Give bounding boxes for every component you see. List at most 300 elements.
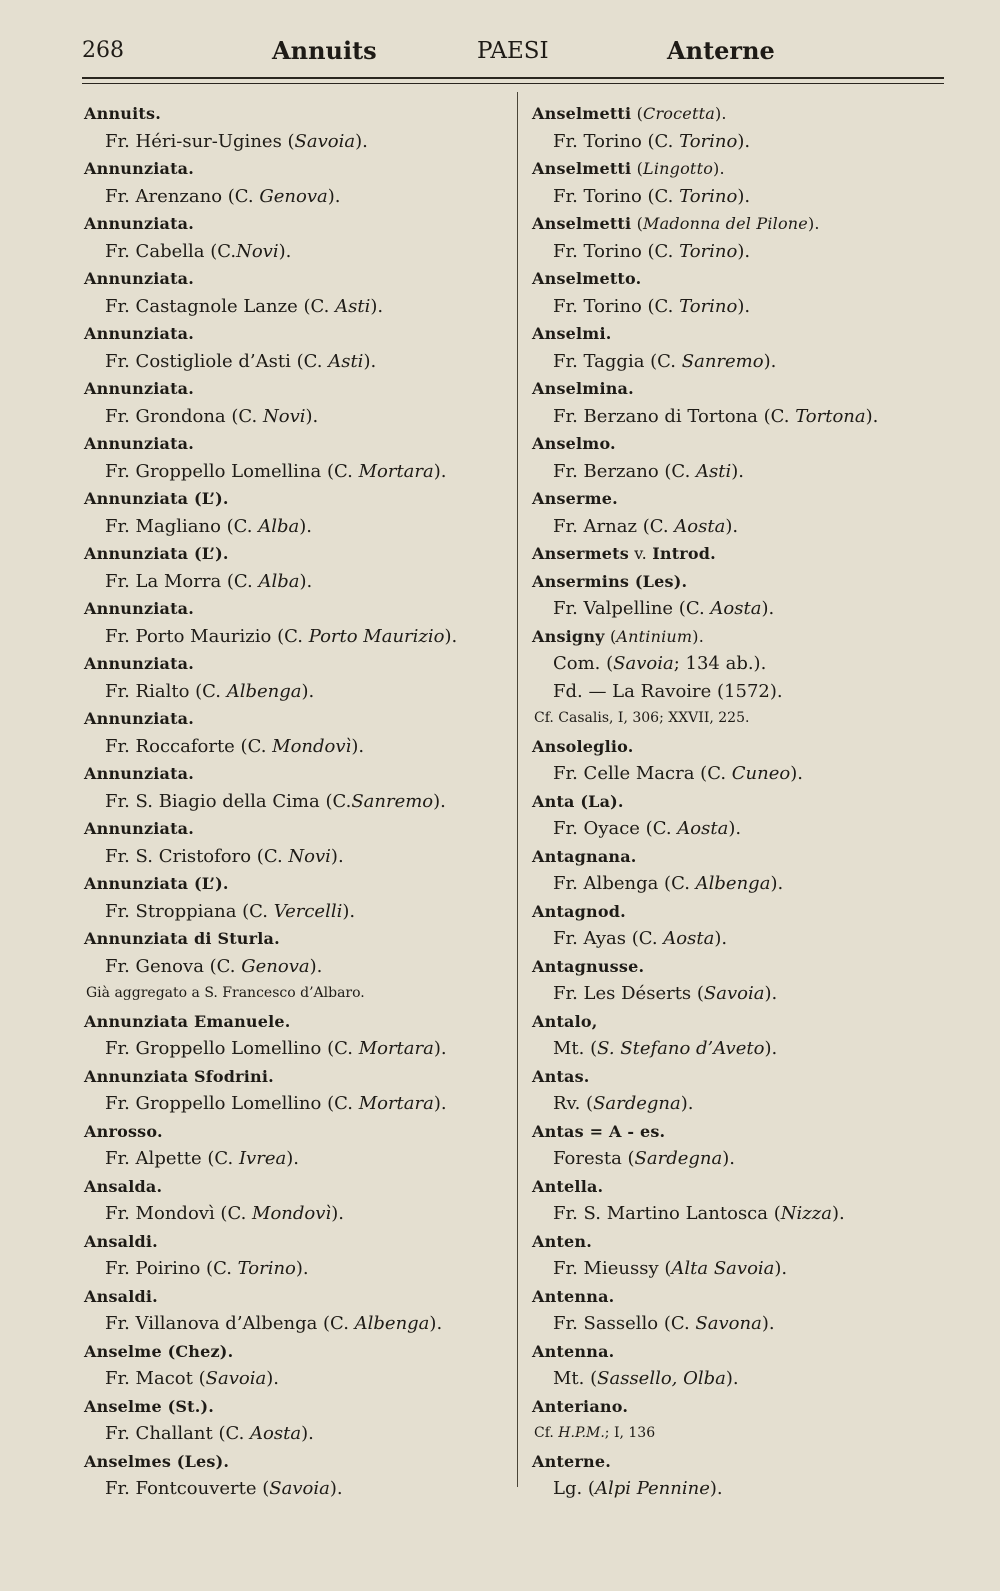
header-rule-thin: [82, 83, 944, 84]
entry-name: [84, 595, 514, 623]
entry-name-text: Annunziata.: [84, 434, 195, 453]
entry-name: [84, 705, 514, 733]
entry-detail: [84, 788, 514, 816]
detail-text: Fr. Rialto (C.: [105, 680, 227, 702]
detail-close: ).: [278, 240, 292, 262]
detail-text: Fr. Groppello Lomellina (C.: [105, 460, 359, 482]
detail-place: Novi: [262, 405, 306, 427]
detail-close: ).: [728, 818, 742, 839]
entry-name-text: Antella.: [532, 1176, 604, 1196]
entry-name-text: Annunziata.: [84, 379, 195, 398]
detail-place: Savona: [695, 1313, 762, 1334]
entry-name-text: Annunziata.: [84, 819, 195, 838]
entry-name-text: Ansermets: [532, 544, 629, 563]
entry-name-text: Ansermins (Les).: [532, 571, 688, 591]
entry-name: [84, 1448, 514, 1476]
entry-name-text: Anselmetto.: [532, 269, 642, 288]
detail-place: Porto Maurizio: [308, 625, 445, 647]
entry-name-text: Anselme (Chez).: [84, 1341, 234, 1361]
entry-detail: [532, 760, 944, 788]
entry-name-text: Annunziata (L’).: [84, 489, 229, 508]
entry-note: Cf. Casalis, I, 306; XXVII, 225.: [534, 710, 750, 726]
detail-close: ).: [737, 240, 751, 262]
detail-place: Alpi Pennine: [594, 1478, 710, 1499]
entry-name-text: Annunziata.: [84, 159, 195, 178]
detail-text: Fr. Magliano (C.: [105, 515, 259, 537]
entry-name-text: Ansaldi.: [84, 1231, 158, 1251]
entry-name: [84, 210, 514, 238]
entry-name: [532, 788, 944, 816]
entry-detail: [84, 1420, 514, 1448]
detail-text: Lg. (: [553, 1478, 595, 1499]
entry-name-text: Anta (La).: [532, 791, 624, 811]
detail-place: Alba: [258, 570, 300, 592]
entry-detail: [84, 1255, 514, 1283]
entry-name-text: Antas = A - es.: [532, 1121, 666, 1141]
entry-name: [84, 925, 514, 953]
detail-text: Fr. Roccaforte (C.: [105, 735, 273, 757]
detail-close: ; 134 ab.).: [673, 653, 767, 674]
entry-name-text: Annunziata Sfodrini.: [84, 1066, 274, 1086]
entry-name: [84, 1338, 514, 1366]
detail-text: Mt. (: [553, 1368, 598, 1389]
entry: [84, 1393, 514, 1448]
detail-text: Fr. Arnaz (C.: [553, 515, 675, 537]
entry: [532, 1008, 944, 1063]
entry: [532, 100, 944, 155]
note-source: H.P.M.: [558, 1425, 605, 1441]
detail-place: Alba: [258, 515, 300, 537]
entry: [84, 1118, 514, 1173]
detail-close: ).: [329, 1478, 343, 1499]
detail-close: ).: [327, 185, 341, 207]
detail-text: Fr. Les Déserts (: [553, 983, 704, 1004]
entry: [84, 1338, 514, 1393]
entry-detail: [532, 925, 944, 953]
entry-detail: [84, 843, 514, 871]
entry: [532, 1173, 944, 1228]
entry-name: [532, 1173, 944, 1201]
detail-place: Sardegna: [593, 1093, 681, 1114]
entry-name: [84, 100, 514, 128]
entry-name: [84, 1228, 514, 1256]
entry-name: [84, 760, 514, 788]
entry-name-text: Annunziata.: [84, 709, 195, 728]
entry-name-text: Annunziata.: [84, 599, 195, 618]
entry: [84, 815, 514, 870]
paren-close: ).: [714, 104, 727, 123]
entry-name: [532, 1063, 944, 1091]
detail-place: Cuneo: [731, 763, 791, 784]
detail-close: ).: [725, 1368, 739, 1389]
entry: [84, 155, 514, 210]
detail-text: Fr. Fontcouverte (: [105, 1478, 270, 1499]
entry: [84, 540, 514, 595]
entry: [532, 788, 944, 843]
detail-text: Fr. Macot (: [105, 1368, 206, 1389]
entry-detail: [84, 1200, 514, 1228]
entry-name: [532, 265, 944, 293]
entry-name: [84, 265, 514, 293]
entry-name-text: Antas.: [532, 1066, 590, 1086]
entry: [84, 705, 514, 760]
entry-name: [532, 843, 944, 871]
running-head-last: Anterne: [667, 36, 775, 65]
entry-detail: [532, 458, 944, 486]
entry-name-text: Annunziata.: [84, 214, 195, 233]
entry-detail: [532, 815, 944, 843]
detail-close: ).: [763, 350, 777, 372]
entry: [84, 760, 514, 815]
detail-text: Foresta (: [553, 1148, 635, 1169]
entry-name: [84, 1118, 514, 1146]
running-head-first: Annuits: [272, 36, 377, 65]
entry-name-text: Annunziata (L’).: [84, 874, 229, 893]
detail-close: ).: [770, 873, 784, 894]
entry-name-text: Anteriano.: [532, 1396, 629, 1416]
detail-text: Fr. Torino (C.: [553, 295, 680, 317]
entry-name: [532, 1008, 944, 1036]
paren-close: ).: [713, 159, 725, 178]
entry-name: [84, 540, 514, 568]
entry-name: [532, 1283, 944, 1311]
detail-close: ).: [331, 1203, 344, 1224]
entry: [532, 1448, 944, 1503]
entry-name: [84, 485, 514, 513]
detail-close: ).: [309, 955, 323, 977]
entry-name-text: Annunziata di Sturla.: [84, 929, 280, 948]
detail-text: Fr. Grondona (C.: [105, 405, 263, 427]
entry-detail: [84, 1145, 514, 1173]
entry-name: [84, 870, 514, 898]
detail-text: Rv. (: [553, 1093, 594, 1114]
detail-text: Fr. Torino (C.: [553, 185, 680, 207]
detail-close: ).: [709, 1478, 723, 1499]
entry: [84, 1063, 514, 1118]
detail-place: Sanremo: [351, 790, 434, 812]
detail-place: Savoia: [294, 130, 356, 152]
detail-place: Torino: [679, 295, 738, 317]
entry-name-text: Antagnana.: [532, 846, 637, 866]
detail-close: ).: [355, 130, 368, 152]
entry-name: [532, 1393, 944, 1421]
running-head-section: PAESI: [477, 38, 549, 64]
entry-detail: [84, 1090, 514, 1118]
detail-close: ).: [790, 763, 803, 784]
entry-name: [84, 1283, 514, 1311]
entry-name: [84, 1393, 514, 1421]
detail-close: ).: [761, 1313, 775, 1334]
entry-name: [84, 375, 514, 403]
entry-name: [532, 540, 944, 568]
entry-note: Già aggregato a S. Francesco d’Albaro.: [86, 985, 365, 1001]
entry-name-text: Anselmetti: [532, 104, 632, 123]
entry-detail: [84, 238, 514, 266]
paren-close: ).: [807, 214, 820, 233]
detail-place: Savoia: [703, 983, 765, 1004]
detail-text: Fr. Mondovì (C.: [105, 1203, 253, 1224]
right-column: [532, 100, 944, 1503]
entry-name-text: Anselme (St.).: [84, 1396, 215, 1416]
detail-close: ).: [330, 845, 344, 867]
entry-name-text: Antalo,: [532, 1011, 598, 1031]
detail-text: Fr. Berzano (C.: [553, 460, 697, 482]
entry: [84, 265, 514, 320]
entry-detail: [84, 513, 514, 541]
entry: [532, 155, 944, 210]
entry-name-qualifier: Lingotto: [643, 159, 714, 178]
entry-name-text: Annunziata.: [84, 269, 195, 288]
detail-text: Fr. Celle Macra (C.: [553, 763, 732, 784]
entry-detail: [532, 980, 944, 1008]
detail-place: Novi: [288, 845, 331, 867]
entry-name: [532, 898, 944, 926]
entry-name-text: Antagnod.: [532, 901, 626, 921]
detail-place: Aosta: [674, 515, 726, 537]
entry: [532, 733, 944, 788]
detail-place: S. Stefano d’Aveto: [597, 1038, 765, 1059]
entry-detail: [532, 1310, 944, 1338]
page-number: 268: [82, 38, 124, 63]
entry-name: [532, 100, 944, 128]
page-header: [82, 32, 944, 72]
entry-note: [532, 1420, 944, 1448]
column-divider: [517, 92, 518, 1487]
detail-close: ).: [764, 1038, 778, 1059]
detail-close: ).: [737, 130, 751, 152]
detail-close: ).: [714, 928, 728, 949]
paren-open: (: [631, 214, 644, 233]
entry-name: [84, 155, 514, 183]
entry: [84, 1173, 514, 1228]
entry: [84, 870, 514, 925]
detail-close: ).: [761, 598, 775, 619]
note-text: Cf.: [534, 1425, 559, 1441]
paren-open: (: [631, 159, 644, 178]
entry-detail: [84, 1365, 514, 1393]
detail-place: Torino: [237, 1258, 296, 1279]
note-ref: ; I, 136: [604, 1425, 656, 1441]
entry: [532, 1228, 944, 1283]
entry-name: [532, 1448, 944, 1476]
detail-close: ).: [433, 1038, 447, 1059]
entry: [532, 843, 944, 898]
entry: [84, 595, 514, 650]
entry-name: [84, 815, 514, 843]
entry-detail: [532, 870, 944, 898]
entry-detail: [532, 595, 944, 623]
paren-open: (: [631, 104, 644, 123]
detail-text: Fr. Valpelline (C.: [553, 598, 711, 619]
entry: [532, 430, 944, 485]
entry: [532, 1393, 944, 1448]
detail-text: Fr. S. Martino Lantosca (: [553, 1203, 781, 1224]
entry-name-text: Antenna.: [532, 1286, 615, 1306]
entry: [532, 540, 944, 568]
entry-name: [532, 320, 944, 348]
entry-name: [532, 733, 944, 761]
detail-close: ).: [370, 295, 384, 317]
entry: [532, 898, 944, 953]
entry-name-text: Annunziata (L’).: [84, 544, 229, 563]
detail-close: ).: [433, 790, 446, 812]
entry-name: [532, 568, 944, 596]
entry-name: [532, 953, 944, 981]
entry-detail: [532, 183, 944, 211]
cross-ref-prefix: v.: [628, 544, 653, 563]
entry-detail: [84, 623, 514, 651]
detail-place: Albenga: [226, 680, 302, 702]
detail-close: ).: [764, 983, 778, 1004]
entry-name-text: Antenna.: [532, 1341, 615, 1361]
entry: [532, 1118, 944, 1173]
detail-close: ).: [286, 1148, 299, 1169]
entry-name-text: Annuits.: [84, 104, 161, 123]
entry-detail-extra: Fd. — La Ravoire (1572).: [553, 680, 783, 702]
detail-close: ).: [301, 680, 315, 702]
left-column: [84, 100, 514, 1503]
detail-text: Fr. Poirino (C.: [105, 1258, 238, 1279]
entry: [84, 430, 514, 485]
entry-detail: [84, 678, 514, 706]
detail-text: Fr. Mieussy (: [553, 1258, 672, 1279]
entry-detail: [532, 238, 944, 266]
entry: [532, 375, 944, 430]
entry: [532, 265, 944, 320]
entry: [532, 568, 944, 623]
detail-text: Fr. Sassello (C.: [553, 1313, 696, 1334]
entry-detail: [532, 293, 944, 321]
detail-place: Tortona: [795, 405, 866, 427]
entry-detail: [84, 1035, 514, 1063]
entry-detail: [84, 568, 514, 596]
entry-detail: [532, 1475, 944, 1503]
entry-name-text: Anselmina.: [532, 379, 634, 398]
detail-text: Fr. Albenga (C.: [553, 873, 696, 894]
detail-close: ).: [429, 1313, 443, 1334]
entry-detail: [84, 348, 514, 376]
entry-name: [532, 1338, 944, 1366]
detail-place: Sanremo: [681, 350, 764, 372]
detail-close: ).: [363, 350, 377, 372]
detail-close: ).: [865, 405, 879, 427]
entry-name: [532, 210, 944, 238]
entry-name-text: Anselmo.: [532, 434, 616, 453]
entry-detail: [532, 348, 944, 376]
entry-name-text: Ansalda.: [84, 1176, 163, 1196]
entry-name: [84, 1173, 514, 1201]
detail-place: Mortara: [358, 460, 434, 482]
entry-detail: [532, 1200, 944, 1228]
detail-place: Savoia: [613, 653, 674, 674]
detail-close: ).: [295, 1258, 309, 1279]
detail-place: Aosta: [250, 1423, 302, 1444]
entry-name-qualifier: Crocetta: [643, 104, 715, 123]
detail-text: Fr. Challant (C.: [105, 1423, 251, 1444]
detail-close: ).: [305, 405, 319, 427]
entry-name: [84, 1063, 514, 1091]
detail-place: Mondovì: [252, 1203, 332, 1224]
detail-text: Fr. S. Cristoforo (C.: [105, 845, 289, 867]
entry-detail: [84, 898, 514, 926]
entry-name: [84, 320, 514, 348]
detail-place: Genova: [241, 955, 310, 977]
detail-place: Albenga: [354, 1313, 430, 1334]
entry-name: [84, 650, 514, 678]
detail-place: Savoia: [269, 1478, 330, 1499]
entry-name-text: Ansoleglio.: [532, 736, 634, 756]
detail-place: Sardegna: [634, 1148, 723, 1169]
detail-close: ).: [351, 735, 365, 757]
detail-place: Novi: [236, 240, 279, 262]
entry: [84, 210, 514, 265]
detail-place: Sassello, Olba: [597, 1368, 726, 1389]
entry: [532, 1283, 944, 1338]
entry-name: [532, 155, 944, 183]
detail-place: Genova: [259, 185, 328, 207]
entry-name-text: Annunziata.: [84, 654, 195, 673]
entry-name-text: Anselmetti: [532, 159, 632, 178]
entry-detail: [84, 733, 514, 761]
paren-open: (: [604, 626, 617, 646]
entry: [84, 650, 514, 705]
detail-close: ).: [725, 515, 739, 537]
detail-text: Mt. (: [553, 1038, 598, 1059]
entry-name-text: Anserme.: [532, 489, 618, 508]
detail-close: ).: [444, 625, 458, 647]
entry-name: [532, 623, 944, 651]
detail-close: ).: [299, 515, 313, 537]
detail-place: Torino: [679, 185, 738, 207]
detail-place: Albenga: [695, 873, 771, 894]
detail-close: ).: [266, 1368, 279, 1389]
detail-text: Fr. Torino (C.: [553, 130, 680, 152]
detail-place: Aosta: [710, 598, 762, 619]
detail-close: ).: [433, 460, 447, 482]
detail-close: ).: [737, 295, 751, 317]
entry: [84, 1228, 514, 1283]
detail-close: ).: [831, 1203, 845, 1224]
entry-name: [84, 1008, 514, 1036]
detail-place: Asti: [335, 295, 371, 317]
entry: [84, 925, 514, 1008]
entry-name-text: Anselmetti: [532, 214, 632, 233]
detail-place: Asti: [328, 350, 364, 372]
entry-name-qualifier: Antinium: [616, 626, 693, 646]
detail-close: ).: [737, 185, 751, 207]
detail-text: Fr. Ayas (C.: [553, 928, 664, 949]
entry-detail: [532, 1035, 944, 1063]
entry-name: [532, 430, 944, 458]
entry-detail: [84, 953, 514, 981]
detail-text: Fr. S. Biagio della Cima (C.: [105, 790, 352, 812]
detail-place: Ivrea: [238, 1148, 287, 1169]
detail-text: Fr. Stroppiana (C.: [105, 900, 274, 922]
detail-place: Savoia: [205, 1368, 267, 1389]
entry: [84, 100, 514, 155]
entry-detail: [84, 1310, 514, 1338]
entry-detail: [84, 293, 514, 321]
entry-detail: [532, 1145, 944, 1173]
detail-close: ).: [774, 1258, 788, 1279]
detail-text: Fr. Groppello Lomellino (C.: [105, 1038, 359, 1059]
entry-name-text: Anten.: [532, 1231, 593, 1251]
entry-name-text: Anrosso.: [84, 1121, 163, 1141]
detail-place: Aosta: [663, 928, 715, 949]
entry-detail: [84, 403, 514, 431]
entry-detail: [532, 1255, 944, 1283]
detail-text: Fr. Taggia (C.: [553, 350, 682, 372]
